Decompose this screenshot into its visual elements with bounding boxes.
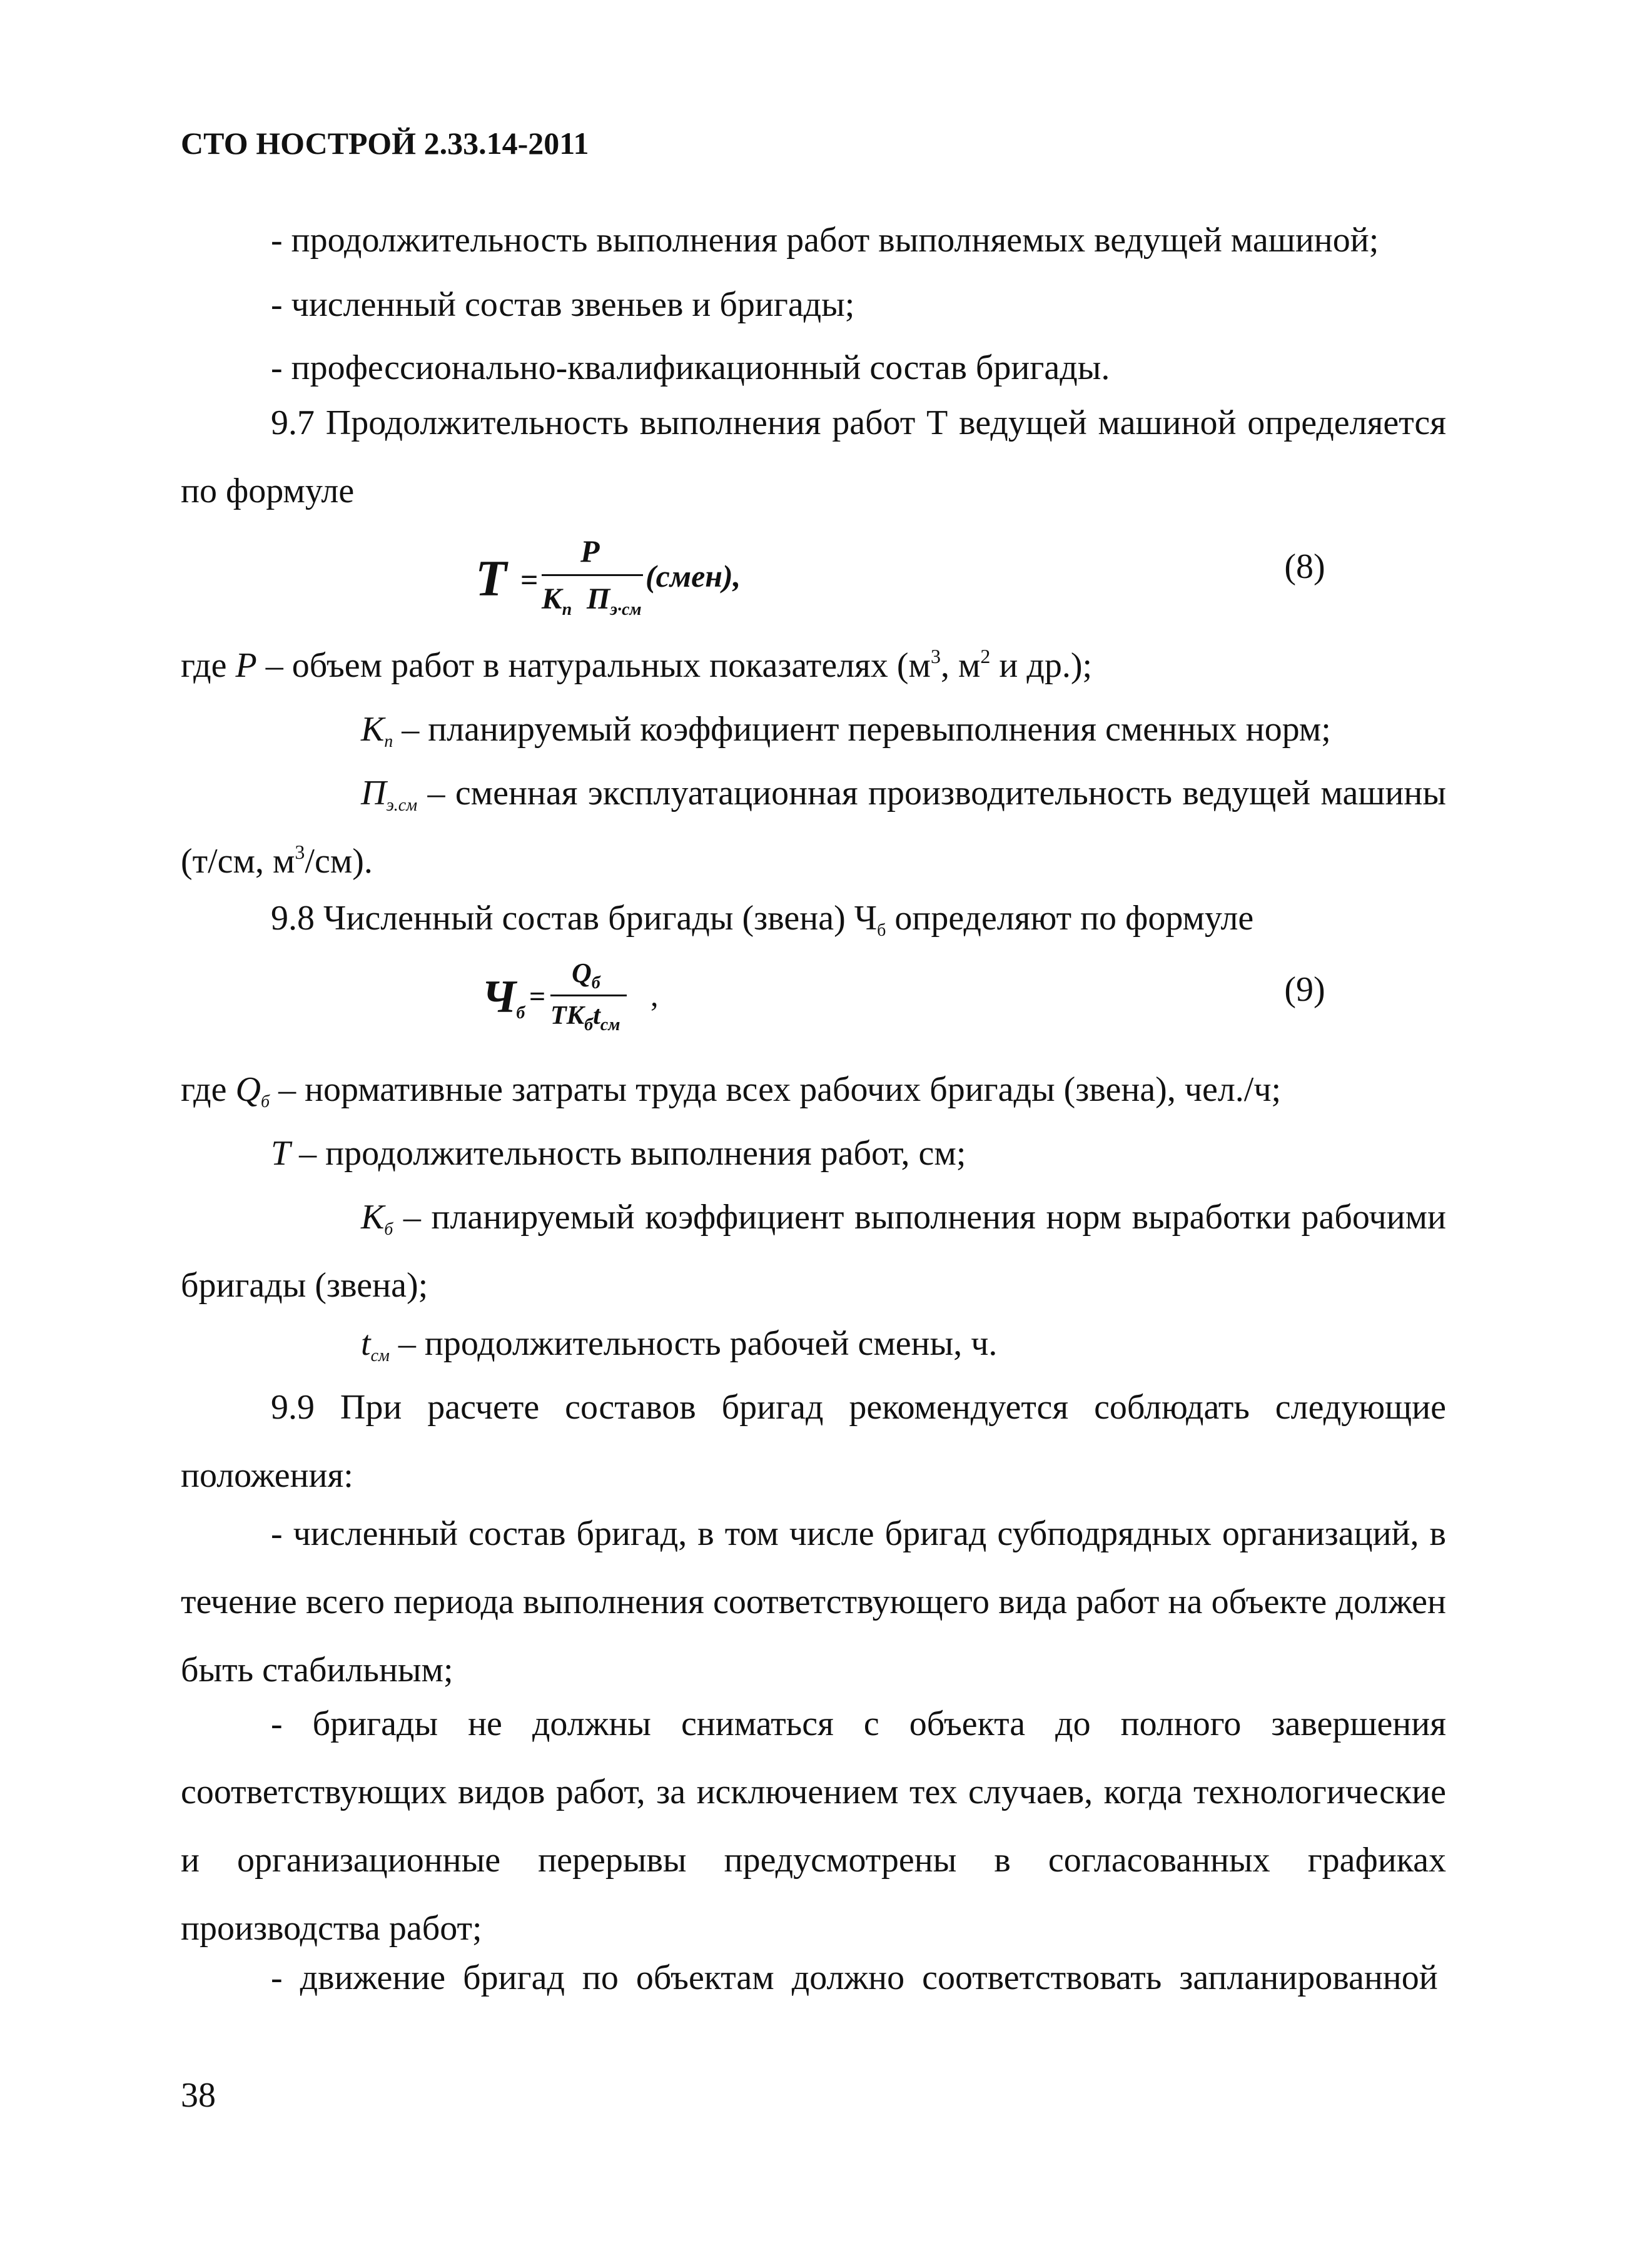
- where-line-9: где $Q_б$ – нормативные затраты труда всех рабочих бригады (звена), чел./ч;: [181, 1070, 1282, 1111]
- fraction-bar: [550, 995, 627, 996]
- document-header: СТО НОСТРОЙ 2.33.14-2011: [181, 126, 589, 161]
- formula-denominator: $ТК_бt_{см}$: [550, 1001, 620, 1035]
- formula-denominator-k: $К_п$: [542, 582, 572, 619]
- formula-lhs: $Ч_б$: [482, 971, 525, 1023]
- where-line-8: где Р – объем работ в натуральных показателях ($м^3$, $м^2$ и др.);: [181, 645, 1093, 685]
- formula-lhs: Т: [475, 550, 507, 607]
- page-number: 38: [181, 2076, 216, 2115]
- list-item: - бригады не должны сниматься с объекта до полного завершения соответствующих видов работ, за исключением тех случаев, когда технологические и организационные перерывы предусмотрены в согласованных графиках производства работ;: [181, 1704, 1446, 1948]
- formula-comma: ,: [651, 978, 659, 1013]
- formula-equals: =: [529, 980, 546, 1012]
- definition-pesm: $П_{э.см}$ – сменная эксплуатационная производительность ведущей машины (т/см, $м^3/см$).: [181, 774, 1446, 881]
- definition-kb: $К_б$ – планируемый коэффициент выполнения норм выработки рабочими бригады (звена);: [181, 1198, 1446, 1305]
- list-item: - продолжительность выполнения работ выполняемых ведущей машиной;: [271, 221, 1379, 260]
- section-9-8-text: 9.8 Численный состав бригады (звена) $Ч_б$ определяют по формуле: [271, 899, 1254, 940]
- definition-t: Т – продолжительность выполнения работ, см;: [271, 1134, 966, 1173]
- list-item: - движение бригад по объектам должно соответствовать запланированной: [271, 1958, 1438, 1997]
- list-item: - численный состав бригад, в том числе бригад субподрядных организаций, в течение всего периода выполнения соответствующего вида работ на объекте должен быть стабильным;: [181, 1514, 1446, 1689]
- fraction-bar: [542, 574, 643, 576]
- equation-number-9: (9): [1284, 970, 1325, 1009]
- section-9-7-text: 9.7 Продолжительность выполнения работ Т ведущей машиной определяется по формуле: [181, 403, 1446, 510]
- list-item: - профессионально-квалификационный состав бригады.: [271, 348, 1110, 387]
- section-9-9-text: 9.9 При расчете составов бригад рекомендуется соблюдать следующие положения:: [181, 1388, 1446, 1495]
- definition-kn: $К_п$ – планируемый коэффициент перевыполнения сменных норм;: [361, 710, 1331, 751]
- formula-numerator: $Q_б$: [572, 958, 600, 993]
- equation-number-8: (8): [1284, 547, 1325, 586]
- list-item: - численный состав звеньев и бригады;: [271, 285, 855, 324]
- formula-equals: =: [520, 562, 539, 597]
- definition-tsm: $t_{см}$ – продолжительность рабочей смены, ч.: [361, 1324, 998, 1365]
- formula-numerator: Р: [580, 534, 600, 569]
- formula-unit: (смен),: [645, 559, 741, 594]
- formula-denominator-p: $П_{э\cdot см}$: [587, 582, 642, 619]
